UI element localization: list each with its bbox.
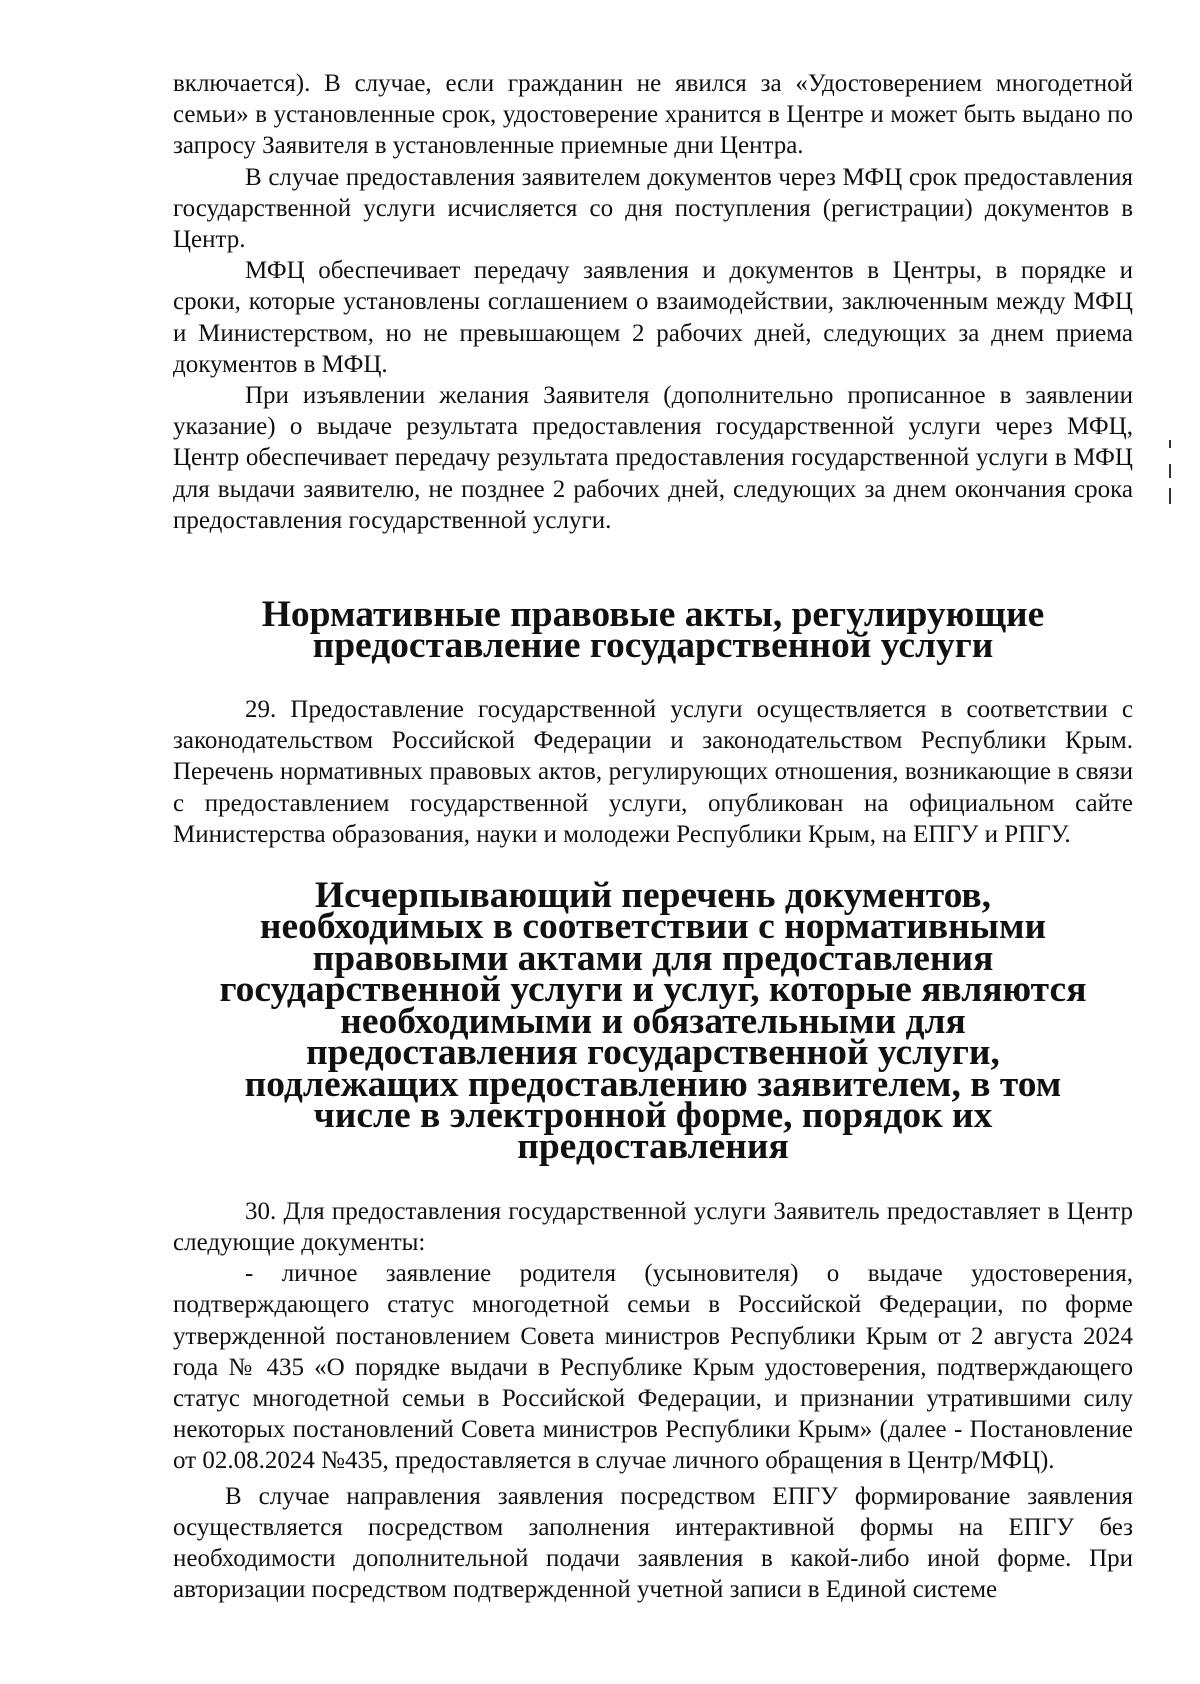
document-body [173,68,1133,1605]
paragraph-epgu-application: В случае направления заявления посредством ЕПГУ формирование заявления осуществляется посредством заполнения интерактивной формы на ЕПГУ без необходимости дополнительной подачи заявления в какой-либо иной форме. При авторизации посредством подтвержденной учетной записи в Единой системе [173,1482,1133,1604]
paragraph-mfc-transfer: МФЦ обеспечивает передачу заявления и документов в Центры, в порядке и сроки, которые установлены соглашением о взаимодействии, заключенным между МФЦ и Министерством, но не превышающем 2 рабочих дней, следующих за днем приема документов в МФЦ. [173,257,1133,378]
section-spacer [173,536,1133,599]
scan-artifact-mark [1169,464,1171,478]
paragraph-30: 30. Для предоставления государственной услуги Заявитель предоставляет в Центр следующие документы: [173,1197,1133,1256]
scan-artifact-mark [1169,440,1171,448]
paragraph-continuation: включается). В случае, если гражданин не явился за «Удостоверением многодетной семьи» в установленные срок, удостоверение хранится в Центре и может быть выдано по запросу Заявителя в установленные приемные дни Центра. [173,70,1133,160]
list-item-personal-application: - личное заявление родителя (усыновителя) о выдаче удостоверения, подтверждающего статус многодетной семьи в Российской Федерации, по форме утвержденной постановлением Совета министров Республики Крым от 2 августа 2024 года № 435 «О порядке выдачи в Республике Крым удостоверения, подтверждающего статус многодетной семьи в Российской Федерации, и признании утратившими силу некоторых постановлений Совета министров Республики Крым» (далее - Постановление от 02.08.2024 №435, предоставляется в случае личного обращения в Центр/МФЦ). [173,1260,1133,1475]
section-heading-documents-list: Исчерпывающий перечень документов, необходимых в соответствии с нормативными правовыми актами для предоставления государственной услуги и услуг, которые являются необходимыми и обязательными для предоставления государственной услуги, подлежащих предоставлению заявителем, в том числе в электронной форме, порядок их предоставления [219,875,1087,1168]
scan-edge-marks [1167,440,1173,510]
paragraph-mfc-term: В случае предоставления заявителем документов через МФЦ срок предоставления государственной услуги исчисляется со дня поступления (регистрации) документов в Центр. [173,163,1133,254]
paragraph-result-delivery: При изъявлении желания Заявителя (дополнительно прописанное в заявлении указание) о выдаче результата предоставления государственной услуги через МФЦ, Центр обеспечивает передачу результата предоставления государственной услуги в МФЦ для выдачи заявителю, не позднее 2 рабочих дней, следующих за днем окончания срока предоставления государственной услуги. [173,382,1133,534]
paragraph-29: 29. Предоставление государственной услуги осуществляется в соответствии с законодательством Российской Федерации и законодательством Республики Крым. Перечень нормативных правовых актов, регулирующих отношения, возникающие в связи с предоставлением государственной услуги, опубликован на официальном сайте Министерства образования, науки и молодежи Республики Крым, на ЕПГУ и РПГУ. [173,696,1133,848]
scan-artifact-mark [1169,488,1171,504]
section-spacer [173,1163,1133,1196]
section-heading-legal-acts: Нормативные правовые акты, регулирующие предоставление государственной услуги [261,594,1045,667]
